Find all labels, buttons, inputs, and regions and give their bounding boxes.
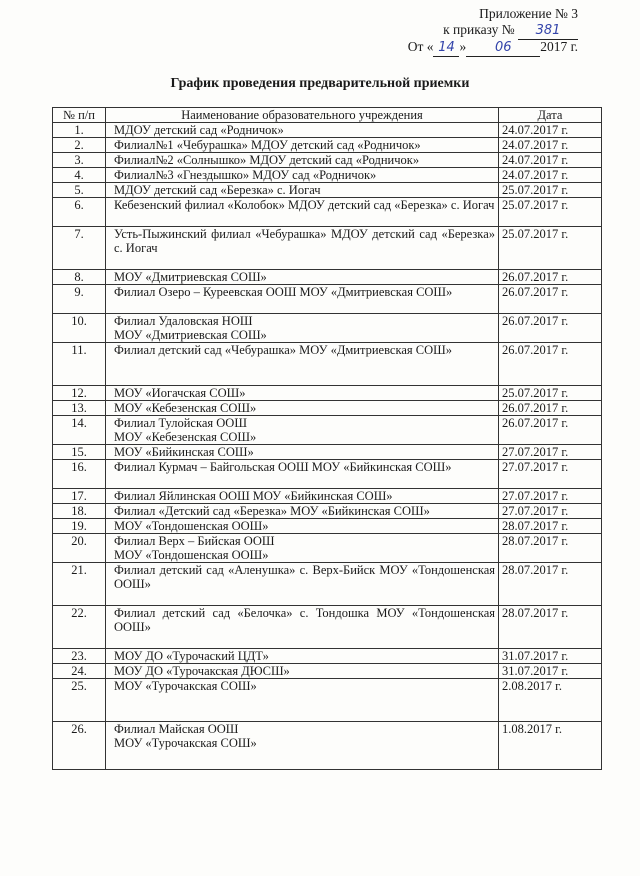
- institution-name: МОУ «Кебезенская СОШ»: [106, 401, 499, 416]
- table-row: [53, 722, 602, 770]
- date-suffix: 2017 г.: [540, 39, 578, 54]
- inspection-date: 24.07.2017 г.: [499, 123, 602, 138]
- inspection-date: 31.07.2017 г.: [499, 664, 602, 679]
- table-row: [53, 183, 602, 198]
- table-row: [53, 168, 602, 183]
- institution-name: МДОУ детский сад «Березка» с. Иогач: [106, 183, 499, 198]
- institution-name: Филиал Озеро – Куреевская ООШ МОУ «Дмитриевская СОШ»: [106, 285, 499, 314]
- institution-name: Филиал Майская ООШ МОУ «Турочакская СОШ»: [106, 722, 499, 770]
- institution-name: МОУ «Бийкинская СОШ»: [106, 445, 499, 460]
- institution-name: Филиал Верх – Бийская ООШ МОУ «Тондошенская ООШ»: [106, 534, 499, 563]
- institution-name: МОУ «Дмитриевская СОШ»: [106, 270, 499, 285]
- schedule-table: [52, 107, 602, 770]
- institution-name: МДОУ детский сад «Родничок»: [106, 123, 499, 138]
- table-row: [53, 534, 602, 563]
- table-row: [53, 270, 602, 285]
- inspection-date: 27.07.2017 г.: [499, 489, 602, 504]
- inspection-date: 1.08.2017 г.: [499, 722, 602, 770]
- institution-name: Филиал Удаловская НОШ МОУ «Дмитриевская СОШ»: [106, 314, 499, 343]
- row-number: 2.: [53, 138, 106, 153]
- table-row: [53, 445, 602, 460]
- institution-name: Филиал№3 «Гнездышко» МДОУ сад «Родничок»: [106, 168, 499, 183]
- row-number: 6.: [53, 198, 106, 227]
- institution-name: Филиал№2 «Солнышко» МДОУ детский сад «Родничок»: [106, 153, 499, 168]
- inspection-date: 25.07.2017 г.: [499, 227, 602, 270]
- institution-name: Усть-Пыжинский филиал «Чебурашка» МДОУ детский сад «Березка» с. Иогач: [106, 227, 499, 270]
- order-number: 381: [518, 23, 578, 40]
- row-number: 18.: [53, 504, 106, 519]
- date-month: 06: [466, 40, 540, 57]
- institution-name: Филиал «Детский сад «Березка» МОУ «Бийкинская СОШ»: [106, 504, 499, 519]
- row-number: 26.: [53, 722, 106, 770]
- row-number: 20.: [53, 534, 106, 563]
- table-row: [53, 504, 602, 519]
- order-date-line: [408, 39, 578, 57]
- row-number: 15.: [53, 445, 106, 460]
- inspection-date: 26.07.2017 г.: [499, 314, 602, 343]
- date-prefix: От «: [407, 39, 434, 54]
- inspection-date: 27.07.2017 г.: [499, 445, 602, 460]
- inspection-date: 26.07.2017 г.: [499, 343, 602, 386]
- inspection-date: 26.07.2017 г.: [499, 270, 602, 285]
- institution-name: Филиал детский сад «Белочка» с. Тондошка МОУ «Тондошенская ООШ»: [106, 606, 499, 649]
- table-row: [53, 198, 602, 227]
- institution-name: Филиал детский сад «Аленушка» с. Верх-Бийск МОУ «Тондошенская ООШ»: [106, 563, 499, 606]
- date-day: 14: [433, 40, 459, 57]
- table-row: [53, 416, 602, 445]
- table-row: [53, 563, 602, 606]
- inspection-date: 28.07.2017 г.: [499, 534, 602, 563]
- inspection-date: 28.07.2017 г.: [499, 606, 602, 649]
- column-header-date: Дата: [499, 108, 602, 123]
- institution-name: МОУ «Иогачская СОШ»: [106, 386, 499, 401]
- table-row: [53, 227, 602, 270]
- row-number: 10.: [53, 314, 106, 343]
- inspection-date: 25.07.2017 г.: [499, 386, 602, 401]
- row-number: 11.: [53, 343, 106, 386]
- institution-name: МОУ «Турочакская СОШ»: [106, 679, 499, 722]
- institution-name: Филиал детский сад «Чебурашка» МОУ «Дмитриевская СОШ»: [106, 343, 499, 386]
- inspection-date: 24.07.2017 г.: [499, 138, 602, 153]
- inspection-date: 26.07.2017 г.: [499, 416, 602, 445]
- institution-name: МОУ «Тондошенская ООШ»: [106, 519, 499, 534]
- inspection-date: 25.07.2017 г.: [499, 183, 602, 198]
- inspection-date: 28.07.2017 г.: [499, 519, 602, 534]
- row-number: 23.: [53, 649, 106, 664]
- row-number: 17.: [53, 489, 106, 504]
- table-row: [53, 123, 602, 138]
- row-number: 12.: [53, 386, 106, 401]
- appendix-label: Приложение № 3: [479, 6, 578, 21]
- table-row: [53, 519, 602, 534]
- inspection-date: 27.07.2017 г.: [499, 504, 602, 519]
- page-title: График проведения предварительной приемки: [170, 76, 470, 91]
- table-body: [53, 123, 602, 770]
- table-header-row: [53, 108, 602, 123]
- row-number: 16.: [53, 460, 106, 489]
- table-row: [53, 401, 602, 416]
- row-number: 19.: [53, 519, 106, 534]
- inspection-date: 25.07.2017 г.: [499, 198, 602, 227]
- row-number: 25.: [53, 679, 106, 722]
- table-row: [53, 153, 602, 168]
- table-row: [53, 460, 602, 489]
- row-number: 8.: [53, 270, 106, 285]
- table-row: [53, 489, 602, 504]
- table-row: [53, 386, 602, 401]
- row-number: 22.: [53, 606, 106, 649]
- row-number: 1.: [53, 123, 106, 138]
- order-prefix: к приказу №: [443, 22, 515, 37]
- inspection-date: 24.07.2017 г.: [499, 153, 602, 168]
- row-number: 14.: [53, 416, 106, 445]
- table-row: [53, 285, 602, 314]
- inspection-date: 31.07.2017 г.: [499, 649, 602, 664]
- row-number: 3.: [53, 153, 106, 168]
- order-line: [443, 22, 578, 40]
- row-number: 5.: [53, 183, 106, 198]
- institution-name: Филиал№1 «Чебурашка» МДОУ детский сад «Родничок»: [106, 138, 499, 153]
- table-row: [53, 664, 602, 679]
- institution-name: МОУ ДО «Турочаский ЦДТ»: [106, 649, 499, 664]
- table-row: [53, 679, 602, 722]
- institution-name: МОУ ДО «Турочакская ДЮСШ»: [106, 664, 499, 679]
- table-row: [53, 343, 602, 386]
- row-number: 13.: [53, 401, 106, 416]
- row-number: 24.: [53, 664, 106, 679]
- institution-name: Кебезенский филиал «Колобок» МДОУ детский сад «Березка» с. Иогач: [106, 198, 499, 227]
- date-mid: »: [459, 39, 467, 54]
- table-row: [53, 606, 602, 649]
- table-row: [53, 649, 602, 664]
- row-number: 4.: [53, 168, 106, 183]
- inspection-date: 24.07.2017 г.: [499, 168, 602, 183]
- inspection-date: 26.07.2017 г.: [499, 285, 602, 314]
- table-row: [53, 314, 602, 343]
- row-number: 9.: [53, 285, 106, 314]
- table-row: [53, 138, 602, 153]
- row-number: 21.: [53, 563, 106, 606]
- inspection-date: 27.07.2017 г.: [499, 460, 602, 489]
- column-header-name: Наименование образовательного учреждения: [106, 108, 499, 123]
- institution-name: Филиал Курмач – Байгольская ООШ МОУ «Бийкинская СОШ»: [106, 460, 499, 489]
- row-number: 7.: [53, 227, 106, 270]
- inspection-date: 2.08.2017 г.: [499, 679, 602, 722]
- inspection-date: 26.07.2017 г.: [499, 401, 602, 416]
- institution-name: Филиал Яйлинская ООШ МОУ «Бийкинская СОШ»: [106, 489, 499, 504]
- institution-name: Филиал Тулойская ООШ МОУ «Кебезенская СОШ»: [106, 416, 499, 445]
- column-header-number: № п/п: [53, 108, 106, 123]
- inspection-date: 28.07.2017 г.: [499, 563, 602, 606]
